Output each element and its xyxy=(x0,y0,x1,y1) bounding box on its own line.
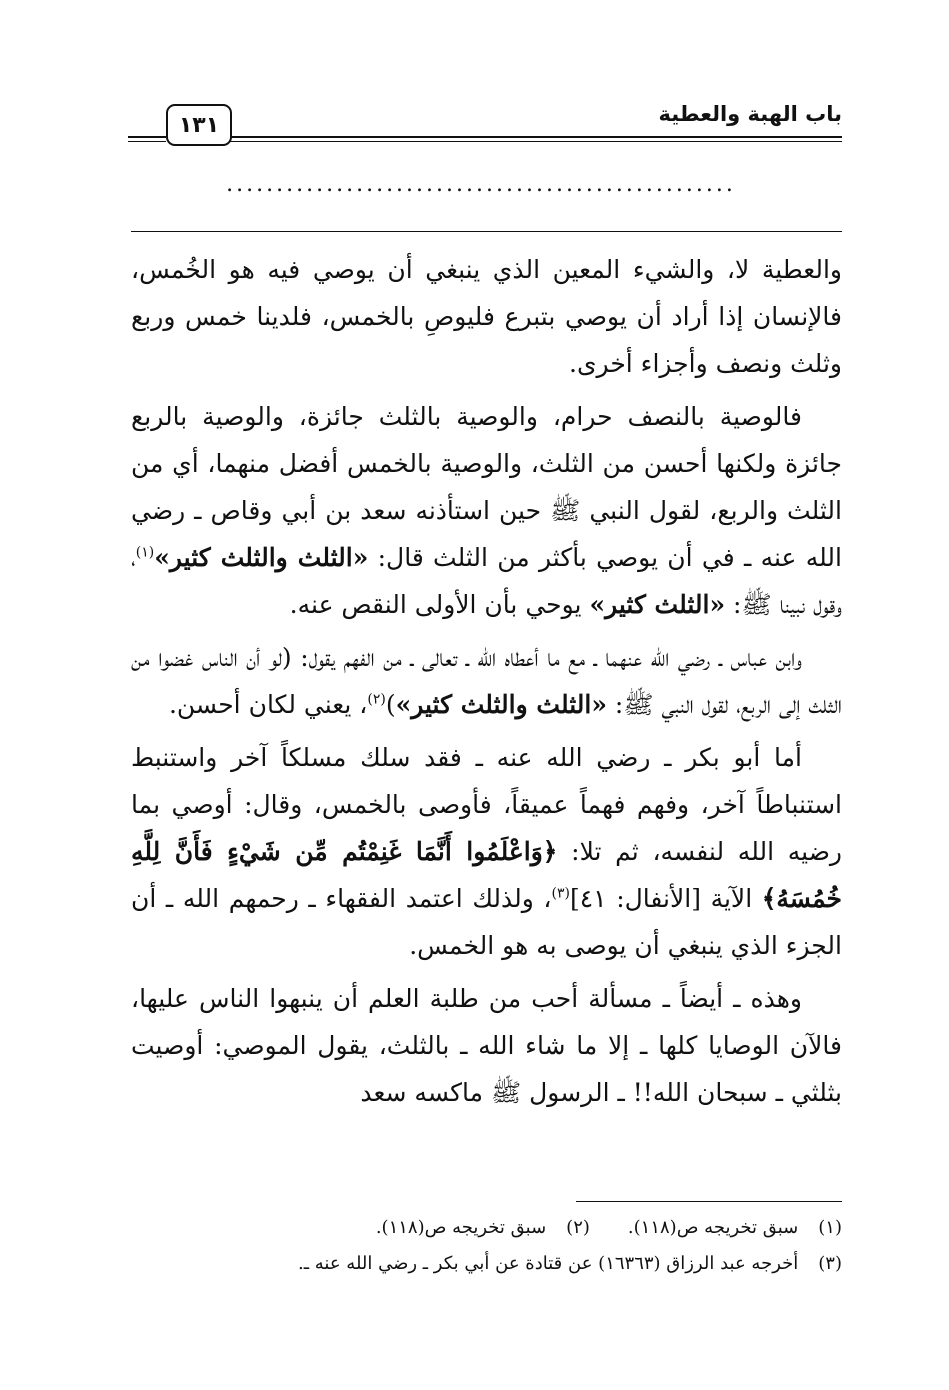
quran-verse: ﴿وَاعْلَمُوا أَنَّمَا غَنِمْتُم مِّن شَيْءٍ فَأَنَّ لِلَّهِ خُمُسَهُ﴾ xyxy=(131,837,843,913)
paragraph-3-text-b: ) xyxy=(385,690,396,719)
header-rule-left xyxy=(128,136,166,142)
body-text xyxy=(131,246,842,1122)
paragraph-4 xyxy=(131,734,842,969)
page-header xyxy=(128,96,842,152)
footnote-1 xyxy=(628,1210,842,1246)
paragraph-2-text-a: فالوصية بالنصف حرام، والوصية بالثلث جائزة، والوصية بالربع جائزة ولكنها أحسن من الثلث، والوصية بالخمس أفضل منهما، أي من الثلث والربع، لقول النبي ﷺ حين استأذنه سعد بن أبي وقاص ـ رضي الله عنه ـ في أن يوصي بأكثر من الثلث قال: xyxy=(131,402,842,572)
paragraph-4-text-c: ، ولذلك اعتمد الفقهاء ـ رحمهم الله ـ أن الجزء الذي ينبغي أن يوصى به هو الخمس. xyxy=(131,884,842,960)
paragraph-5: وهذه ـ أيضاً ـ مسألة أحب من طلبة العلم أن ينبهوا الناس عليها، فالآن الوصايا كلها ـ إلا ما شاء الله ـ بالثلث، يقول الموصي: أوصيت بثلثي ـ سبحان الله!! ـ الرسول ﷺ ماكسه سعد xyxy=(131,984,842,1107)
footnote-2 xyxy=(376,1210,590,1246)
hadith-quote-2: «الثلث كثير» xyxy=(589,590,726,619)
footnote-3-number: (٣) xyxy=(818,1253,842,1274)
paragraph-3 xyxy=(131,634,842,728)
paragraph-1: والعطية لا، والشيء المعين الذي ينبغي أن يوصي فيه هو الخُمس، فالإنسان إذا أراد أن يوصي بتبرع فليوصِ بالخمس، فلدينا خمس وربع وثلث ونصف وأجزاء أخرى. xyxy=(131,255,842,378)
footnote-ref-3[interactable]: (٣) xyxy=(551,885,570,902)
footnote-ref-2[interactable]: (٢) xyxy=(367,691,386,708)
footnote-2-number: (٢) xyxy=(566,1217,590,1238)
footnotes xyxy=(131,1210,842,1282)
paragraph-3-text-c: ، يعني لكان أحسن. xyxy=(168,690,368,719)
chapter-title: باب الهبة والعطية xyxy=(658,102,842,126)
paragraph-4-text-b: الآية [الأنفال: ٤١] xyxy=(569,884,762,913)
footnote-row-2 xyxy=(131,1246,842,1282)
body-top-rule xyxy=(131,231,842,232)
paragraph-2 xyxy=(131,393,842,628)
header-rule-right xyxy=(230,136,842,142)
hadith-quote-3: «الثلث والثلث كثير» xyxy=(395,690,607,719)
hadith-quote-1: «الثلث والثلث كثير» xyxy=(154,543,369,572)
paragraph-2-text-c: يوحي بأن الأولى النقص عنه. xyxy=(289,590,590,619)
footnote-3 xyxy=(298,1246,842,1282)
footnote-rule xyxy=(576,1201,842,1202)
footnote-2-text: سبق تخريجه ص(١١٨). xyxy=(375,1217,547,1238)
dotted-separator: ................................................... xyxy=(226,172,736,197)
footnote-1-number: (١) xyxy=(818,1217,842,1238)
page-number: ١٣١ xyxy=(166,104,232,146)
paragraph-2-text-b: ، وقول نبينا ﷺ: xyxy=(131,543,842,619)
footnote-1-text: سبق تخريجه ص(١١٨). xyxy=(627,1217,799,1238)
footnote-3-text: أخرجه عبد الرزاق (١٦٣٦٣) عن قتادة عن أبي بكر ـ رضي الله عنه ـ. xyxy=(298,1253,799,1274)
footnote-ref-1[interactable]: (١) xyxy=(135,544,155,561)
paragraph-4-text-a: أما أبو بكر ـ رضي الله عنه ـ فقد سلك مسلكاً آخر واستنبط استنباطاً آخر، وفهم فهماً عميقاً، فأوصى بالخمس، وقال: أوصي بما رضيه الله لنفسه، ثم تلا: xyxy=(131,743,842,866)
paragraph-3-text-a: وابن عباس ـ رضي الله عنهما ـ مع ما أعطاه الله ـ تعالى ـ من الفهم يقول: (لو أن الناس غضوا من الثلث إلى الربع، لقول النبي ﷺ: xyxy=(131,643,842,719)
footnote-row-1 xyxy=(131,1210,842,1246)
